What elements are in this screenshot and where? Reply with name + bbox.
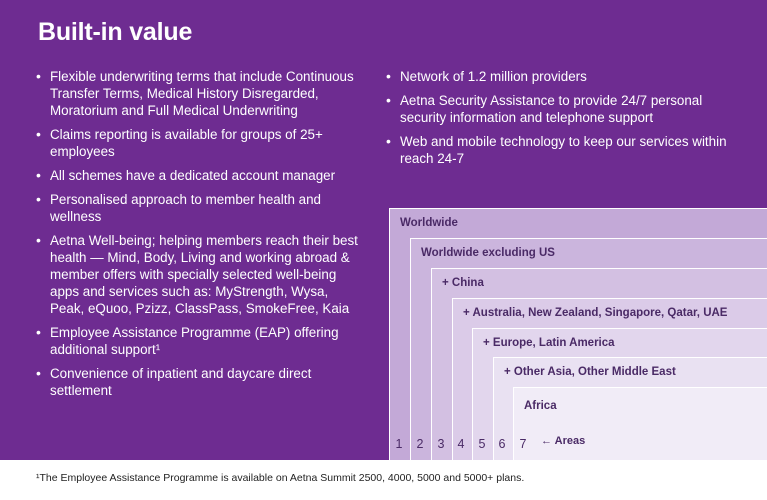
area-label: + China (442, 277, 484, 289)
area-number-3: 3 (437, 437, 445, 451)
list-item: • Network of 1.2 million providers (386, 68, 736, 85)
page-title: Built-in value (38, 18, 193, 46)
list-item: • Claims reporting is available for groups of 25+ employees (36, 126, 366, 160)
area-number-7: 7 (519, 437, 527, 451)
list-item: • Flexible underwriting terms that include Continuous Transfer Terms, Medical History Disregarded, Moratorium and Full Medical Underwriting (36, 68, 366, 119)
list-item: • Personalised approach to member health and wellness (36, 191, 366, 225)
left-benefits-list (36, 68, 366, 406)
list-item: • Aetna Well-being; helping members reach their best health — Mind, Body, Living and working abroad & member offers with specially selected well-being apps and services such as: MyStrength, Wysa, Peak, eQuoo, Pzizz, ClassPass, SmokeFree, Kaia (36, 232, 366, 317)
list-item: • All schemes have a dedicated account manager (36, 167, 366, 184)
area-number-6: 6 (498, 437, 506, 451)
list-item: • Convenience of inpatient and daycare direct settlement (36, 365, 366, 399)
area-number-1: 1 (395, 437, 403, 451)
area-number-4: 4 (457, 437, 465, 451)
right-benefits-list (386, 68, 736, 174)
area-label: Worldwide (400, 217, 458, 229)
area-box-7 (513, 387, 767, 460)
list-item: • Aetna Security Assistance to provide 24/7 personal security information and telephone support (386, 92, 736, 126)
area-number-2: 2 (416, 437, 424, 451)
areas-caption: ← Areas (541, 435, 586, 447)
area-number-5: 5 (478, 437, 486, 451)
list-item: • Employee Assistance Programme (EAP) offering additional support¹ (36, 324, 366, 358)
area-label: Worldwide excluding US (421, 247, 555, 259)
footnote: ¹The Employee Assistance Programme is available on Aetna Summit 2500, 4000, 5000 and 5000+ plans. (36, 472, 525, 484)
area-label: + Other Asia, Other Middle East (504, 366, 676, 378)
area-label: + Europe, Latin America (483, 337, 615, 349)
area-label: Africa (524, 400, 557, 412)
area-label: + Australia, New Zealand, Singapore, Qatar, UAE (463, 307, 728, 319)
list-item: • Web and mobile technology to keep our services within reach 24-7 (386, 133, 736, 167)
